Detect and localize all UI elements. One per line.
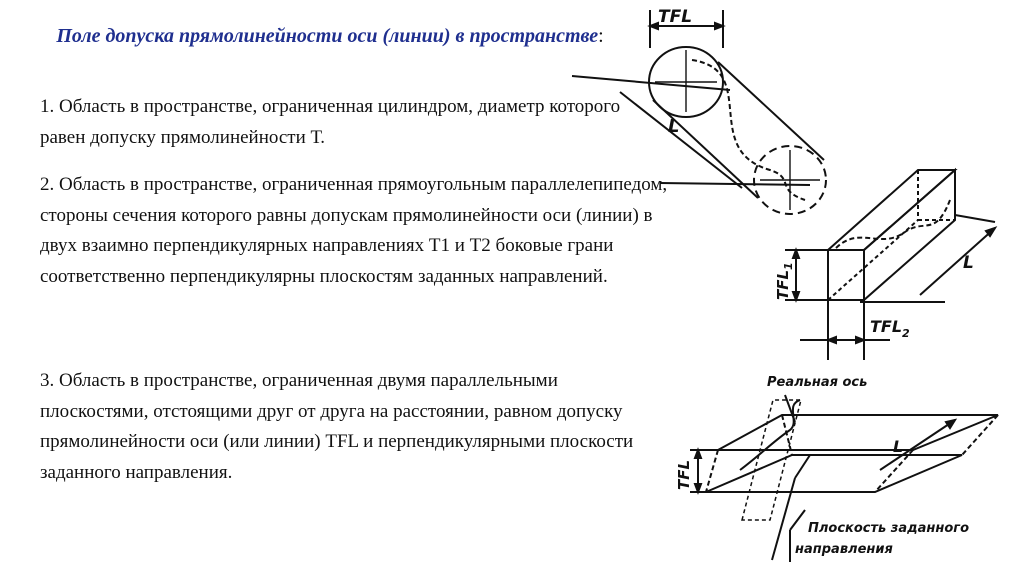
fig2-tfl1-label xyxy=(774,262,795,300)
paragraph-2: 2. Область в пространстве, ограниченная прямоугольным параллелепипедом, стороны сечения которого равны допускам прямолинейности оси (линии) в двух взаимно перпендикулярных направлениях Т1 и Т2 боковые грани соответственно перпендикулярны плоскостям заданных направлений. xyxy=(40,174,668,287)
fig2-tfl2-label xyxy=(870,317,910,340)
fig1-length-label: L xyxy=(668,116,680,137)
svg-text:TFL1 xyxy=(774,262,795,300)
paragraph-3: 3. Область в пространстве, ограниченная двумя параллельными плоскостями, отстоящими друг от друга на расстоянии, равном допуску прямолинейности оси (или линии) TFL и перпендикулярными плоскости заданного направления. xyxy=(40,370,634,483)
fig2-tfl1-sub: 1 xyxy=(782,262,795,270)
fig3-length-label: L xyxy=(893,437,904,456)
paragraph-1: 1. Область в пространстве, ограниченная цилиндром, диаметр которого равен допуску прямолинейности Т. xyxy=(40,96,621,148)
title-colon: : xyxy=(598,25,604,47)
title-text: Поле допуска прямолинейности оси (линии) в пространстве xyxy=(56,25,599,47)
real-axis-label: Реальная ось xyxy=(767,375,868,390)
plane-label-line1: Плоскость заданного xyxy=(808,521,969,536)
fig2-tfl1-text: TFL xyxy=(774,269,792,300)
fig2-tfl2-sub: 2 xyxy=(902,327,910,340)
fig3-tfl-label: TFL xyxy=(675,459,693,490)
plane-label-line2: направления xyxy=(795,542,893,557)
fig1-tfl-label: TFL xyxy=(658,7,693,27)
cylinder-diagram xyxy=(572,10,826,214)
fig2-tfl2-text: TFL xyxy=(870,317,903,336)
planes-diagram xyxy=(690,395,998,562)
fig2-length-label: L xyxy=(963,253,974,273)
